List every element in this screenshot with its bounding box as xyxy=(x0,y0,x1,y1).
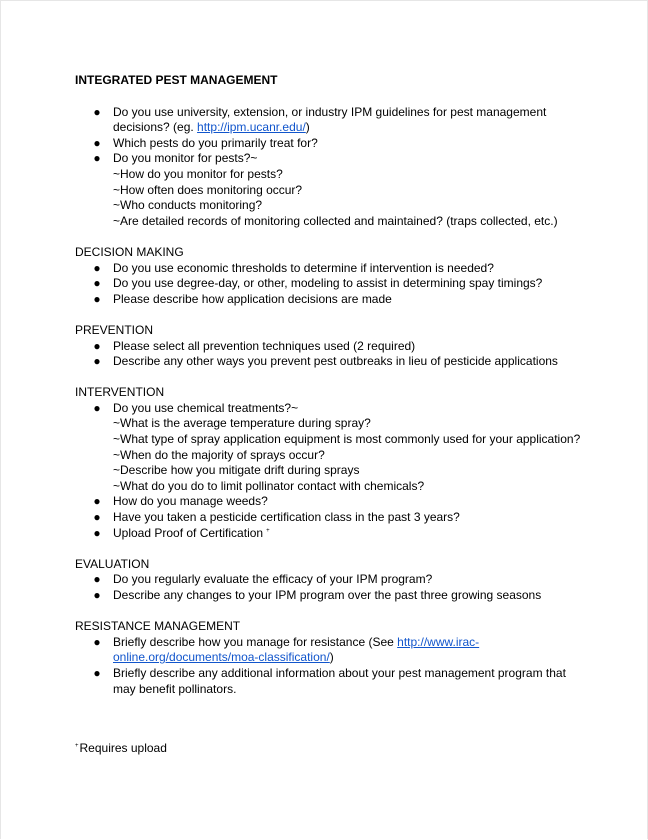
evaluation-item-text: Describe any changes to your IPM program over the past three growing seasons xyxy=(113,588,542,602)
section-prevention xyxy=(75,323,585,370)
section-heading: RESISTANCE MANAGEMENT xyxy=(75,619,241,634)
list-item xyxy=(75,588,585,604)
decision-item-text: Do you use economic thresholds to determine if intervention is needed? xyxy=(113,260,494,275)
ipm-list xyxy=(75,105,585,230)
section-heading: PREVENTION xyxy=(75,322,154,337)
prevention-item-text: Describe any other ways you prevent pest outbreaks in lieu of pesticide applications xyxy=(113,354,558,369)
page-title: INTEGRATED PEST MANAGEMENT xyxy=(75,73,278,87)
prevention-list xyxy=(75,339,585,370)
resistance-list xyxy=(75,635,585,697)
ipm-guidelines-link[interactable]: http://ipm.ucanr.edu/ xyxy=(197,120,306,135)
ipm-q1-text: Do you use university, extension, or industry IPM guidelines for pest management decisions? (eg. xyxy=(113,104,547,135)
evaluation-list xyxy=(75,572,585,603)
bullet-icon: ● xyxy=(93,494,101,509)
document-body xyxy=(75,73,585,713)
intervention-q1-text: Do you use chemical treatments?~ xyxy=(113,400,299,415)
ipm-q3-sub: ~How do you monitor for pests? xyxy=(113,166,283,181)
intervention-q2-text: How do you manage weeds? xyxy=(113,494,268,509)
footnote-mark: + xyxy=(75,743,79,749)
bullet-icon: ● xyxy=(93,572,101,587)
bullet-icon: ● xyxy=(93,665,101,680)
bullet-icon: ● xyxy=(93,338,101,353)
list-item xyxy=(75,666,585,697)
decision-list xyxy=(75,261,585,308)
resistance-q1-close: ) xyxy=(329,650,334,665)
section-intervention xyxy=(75,385,585,541)
bullet-icon: ● xyxy=(93,260,101,275)
list-item xyxy=(75,276,585,292)
ipm-q3-sub: ~Are detailed records of monitoring collected and maintained? (traps collected, etc.) xyxy=(113,213,558,228)
list-item xyxy=(75,510,585,526)
bullet-icon: ● xyxy=(93,510,101,525)
bullet-icon: ● xyxy=(93,588,101,602)
bullet-icon: ● xyxy=(93,354,101,369)
list-item xyxy=(75,401,585,495)
list-item xyxy=(75,105,585,136)
decision-item-text: Please describe how application decisions are made xyxy=(113,291,392,306)
upload-required-mark: + xyxy=(266,527,270,534)
list-item xyxy=(75,572,585,588)
list-item xyxy=(75,526,585,542)
section-evaluation xyxy=(75,557,585,604)
irac-classification-link[interactable]: http://www.irac-online.org/documents/moa-classification/ xyxy=(113,634,480,665)
intervention-list xyxy=(75,401,585,541)
section-ipm xyxy=(75,105,585,230)
decision-item-text: Do you use degree-day, or other, modeling to assist in determining spay timings? xyxy=(113,276,543,291)
list-item xyxy=(75,292,585,308)
section-heading: INTERVENTION xyxy=(75,385,165,400)
bullet-icon: ● xyxy=(93,634,101,649)
bullet-icon: ● xyxy=(93,291,101,306)
intervention-q1-sub: ~What is the average temperature during spray? xyxy=(113,416,371,431)
intervention-q3-text: Have you taken a pesticide certification class in the past 3 years? xyxy=(113,510,460,525)
resistance-q2-text: Briefly describe any additional information about your pest management program that may benefit pollinators. xyxy=(113,665,566,696)
ipm-q3-sub: ~Who conducts monitoring? xyxy=(113,198,263,213)
list-item xyxy=(75,494,585,510)
section-decision-making xyxy=(75,245,585,307)
bullet-icon: ● xyxy=(93,104,101,119)
list-item xyxy=(75,339,585,355)
bullet-icon: ● xyxy=(93,525,101,540)
ipm-q3-text: Do you monitor for pests?~ xyxy=(113,151,258,166)
bullet-icon: ● xyxy=(93,151,101,166)
ipm-q2-text: Which pests do you primarily treat for? xyxy=(113,135,318,150)
section-heading: EVALUATION xyxy=(75,556,150,571)
bullet-icon: ● xyxy=(93,400,101,415)
list-item xyxy=(75,261,585,277)
bullet-icon: ● xyxy=(93,135,101,150)
section-heading: DECISION MAKING xyxy=(75,244,184,259)
list-item xyxy=(75,635,585,666)
list-item xyxy=(75,151,585,229)
footnote-text: Requires upload xyxy=(79,741,167,755)
list-item xyxy=(75,136,585,152)
ipm-q1-close: ) xyxy=(305,120,310,135)
intervention-q1-sub: ~When do the majority of sprays occur? xyxy=(113,447,325,462)
bullet-icon: ● xyxy=(93,276,101,291)
ipm-q3-sub: ~How often does monitoring occur? xyxy=(113,182,303,197)
evaluation-item-text: Do you regularly evaluate the efficacy of your IPM program? xyxy=(113,572,433,587)
intervention-q1-sub: ~What type of spray application equipment is most commonly used for your application? xyxy=(113,432,581,447)
resistance-q1-text: Briefly describe how you manage for resistance (See xyxy=(113,634,398,649)
intervention-q1-sub: ~What do you do to limit pollinator contact with chemicals? xyxy=(113,478,425,493)
intervention-q4-text: Upload Proof of Certification xyxy=(113,525,264,540)
intervention-q1-sub: ~Describe how you mitigate drift during sprays xyxy=(113,463,360,478)
footnote xyxy=(75,741,167,757)
prevention-item-text: Please select all prevention techniques used (2 required) xyxy=(113,338,416,353)
list-item xyxy=(75,354,585,370)
section-resistance-management xyxy=(75,619,585,697)
